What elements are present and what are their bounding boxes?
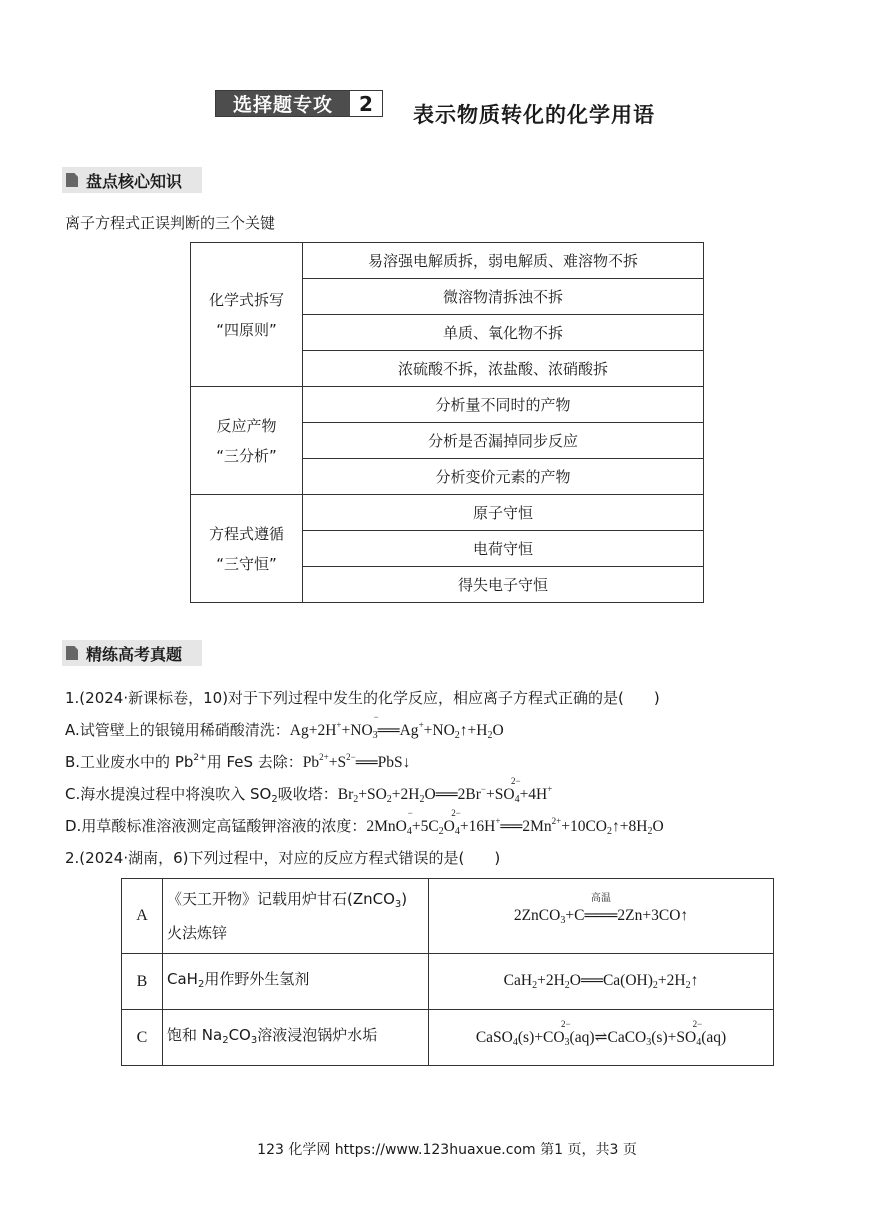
reaction-equation: $CaSO_4(s)+CO_3$ 2− $(aq)\rightleftharpoons CaCO_3(s)+SO_4$ 2− (aq) [429,1010,774,1066]
document-icon [66,646,78,660]
rule-cell: 分析是否漏掉同步反应 [303,423,704,459]
intro-text: 离子方程式正误判断的三个关键 [65,214,276,232]
section-heading-exam-questions: 精练高考真题 [62,640,192,666]
rule-cell: 分析变价元素的产物 [303,459,704,495]
option-label: B [122,954,163,1010]
rule-cell: 单质、氧化物不拆 [303,315,704,351]
process-description: CaH$_2$用作野外生氢剂 [163,954,429,1010]
table-row [122,1010,774,1066]
question-2-table [121,878,774,1066]
process-description: 饱和 $Na_2CO_3$溶液浸泡锅炉水垢 [163,1010,429,1066]
rule-cell: 分析量不同时的产物 [303,387,704,423]
reaction-condition: 高温 [590,892,611,904]
banner-label: 选择题专攻 [216,91,350,116]
question-1-option-c: C.海水提溴过程中将溴吹入 $SO_2$吸收塔：$Br_2+SO_2+2H_2O══2Br^-+SO_4$ 2− +4H+ [65,776,553,805]
document-icon [66,173,78,187]
question-1-stem: 1.(2024·新课标卷，10)对于下列过程中发生的化学反应，相应离子方程式正确的是( ) [65,689,660,707]
process-description: 《天工开物》记载用炉甘石(ZnCO$_3$) 火法炼锌 [163,879,429,954]
reaction-equation: 2ZnCO$_3$+C 高温 ═══2Zn+3CO↑ [429,879,774,954]
page-title: 表示物质转化的化学用语 [413,103,655,127]
category-cell: 化学式拆写 “四原则” [191,243,303,387]
option-label: A [122,879,163,954]
reaction-equation: $CaH_2+2H_2O══Ca(OH)_2+2H_2↑$ [429,954,774,1010]
table-row [191,387,704,423]
option-label: C [122,1010,163,1066]
rule-cell: 浓硫酸不拆，浓盐酸、浓硝酸拆 [303,351,704,387]
category-cell: 方程式遵循 “三守恒” [191,495,303,603]
table-row [191,243,704,279]
question-2-stem: 2.(2024·湖南，6)下列过程中，对应的反应方程式错误的是( ) [65,849,501,867]
table-row [122,954,774,1010]
page-footer: 123 化学网 https://www.123huaxue.com 第1 页，共3 页 [257,1142,637,1158]
topic-banner [215,90,383,117]
category-cell: 反应产物 “三分析” [191,387,303,495]
rule-cell: 得失电子守恒 [303,567,704,603]
table-row [122,879,774,954]
rule-cell: 原子守恒 [303,495,704,531]
question-1-option-a: A.试管壁上的银镜用稀硝酸清洗：$Ag+2H^++NO_3$ − $══Ag^++NO_2↑+H_2O$ [65,712,504,741]
question-1-option-b: B.工业废水中的 $Pb^{2+}$用 FeS 去除：$Pb^{2+}+S^{2-}══PbS↓$ [65,752,411,771]
table-row [191,495,704,531]
rule-cell: 易溶强电解质拆，弱电解质、难溶物不拆 [303,243,704,279]
rule-cell: 电荷守恒 [303,531,704,567]
section-heading-core-knowledge: 盘点核心知识 [62,167,192,193]
banner-number: 2 [350,91,382,116]
question-1-option-d: D.用草酸标准溶液测定高锰酸钾溶液的浓度：2MnO$_4$ − $+5C_2O_4$ 2− $+16H^+══2Mn^{2+}+10CO_2↑+8H_2O$ [65,808,664,837]
rules-table [190,242,704,603]
rule-cell: 微溶物清拆浊不拆 [303,279,704,315]
